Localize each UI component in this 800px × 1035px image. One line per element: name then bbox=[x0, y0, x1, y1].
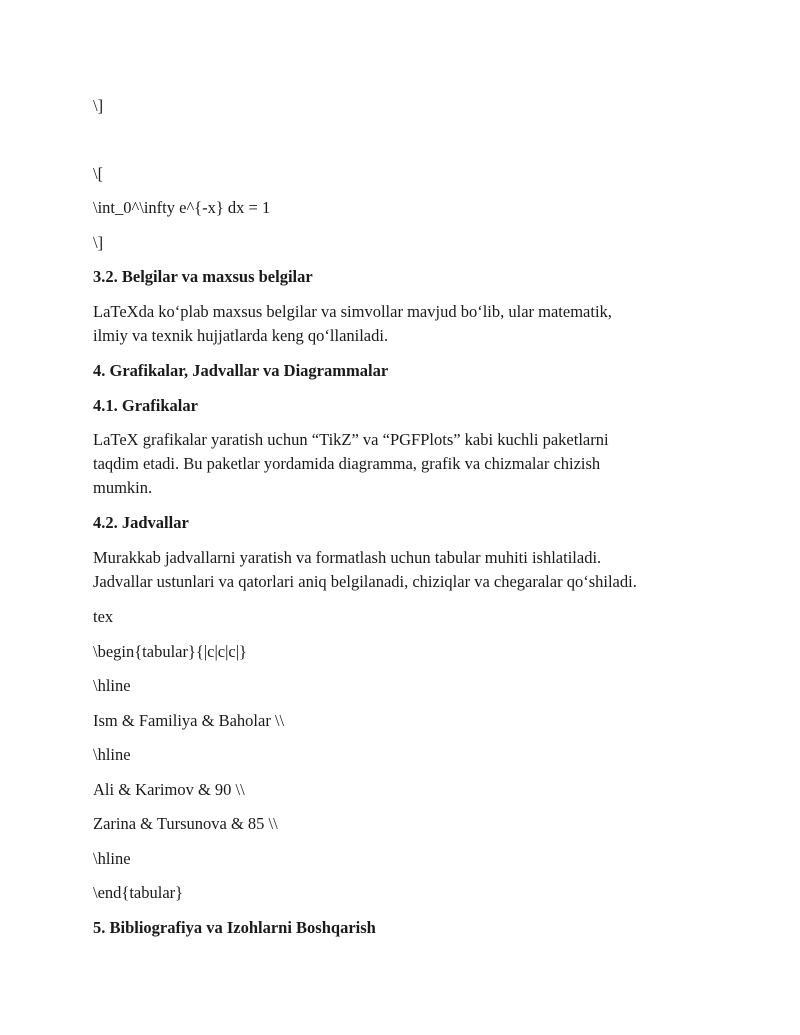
section-heading-4-1: 4.1. Grafikalar bbox=[93, 396, 198, 415]
code-line: Ali & Karimov & 90 \\ bbox=[93, 780, 245, 799]
math-open-bracket: \[ bbox=[93, 164, 104, 183]
code-line: Ism & Familiya & Baholar \\ bbox=[93, 711, 285, 730]
math-close-bracket: \] bbox=[93, 233, 104, 252]
paragraph-line: Murakkab jadvallarni yaratish va formatlash uchun tabular muhiti ishlatiladi. bbox=[93, 548, 602, 567]
paragraph-line: LaTeX grafikalar yaratish uchun “TikZ” va “PGFPlots” kabi kuchli paketlarni bbox=[93, 430, 609, 449]
code-line: \hline bbox=[93, 745, 131, 764]
math-close-bracket: \] bbox=[93, 96, 104, 115]
code-line: \hline bbox=[93, 849, 131, 868]
code-line: \begin{tabular}{|c|c|c|} bbox=[93, 642, 247, 661]
code-line: \end{tabular} bbox=[93, 883, 184, 902]
paragraph-line: mumkin. bbox=[93, 478, 153, 497]
paragraph-line: Jadvallar ustunlari va qatorlari aniq belgilanadi, chiziqlar va chegaralar qo‘shiladi. bbox=[93, 572, 637, 591]
code-line: Zarina & Tursunova & 85 \\ bbox=[93, 814, 278, 833]
code-language-label: tex bbox=[93, 607, 114, 626]
section-heading-4: 4. Grafikalar, Jadvallar va Diagrammalar bbox=[93, 361, 389, 380]
paragraph-line: taqdim etadi. Bu paketlar yordamida diagramma, grafik va chizmalar chizish bbox=[93, 454, 601, 473]
paragraph-line: LaTeXda ko‘plab maxsus belgilar va simvollar mavjud bo‘lib, ular matematik, bbox=[93, 302, 612, 321]
section-heading-4-2: 4.2. Jadvallar bbox=[93, 513, 189, 532]
section-heading-5: 5. Bibliografiya va Izohlarni Boshqarish bbox=[93, 918, 376, 937]
code-line: \hline bbox=[93, 676, 131, 695]
math-integral-line: \int_0^\infty e^{-x} dx = 1 bbox=[93, 198, 271, 217]
paragraph-line: ilmiy va texnik hujjatlarda keng qo‘llaniladi. bbox=[93, 326, 389, 345]
section-heading-3-2: 3.2. Belgilar va maxsus belgilar bbox=[93, 267, 313, 286]
